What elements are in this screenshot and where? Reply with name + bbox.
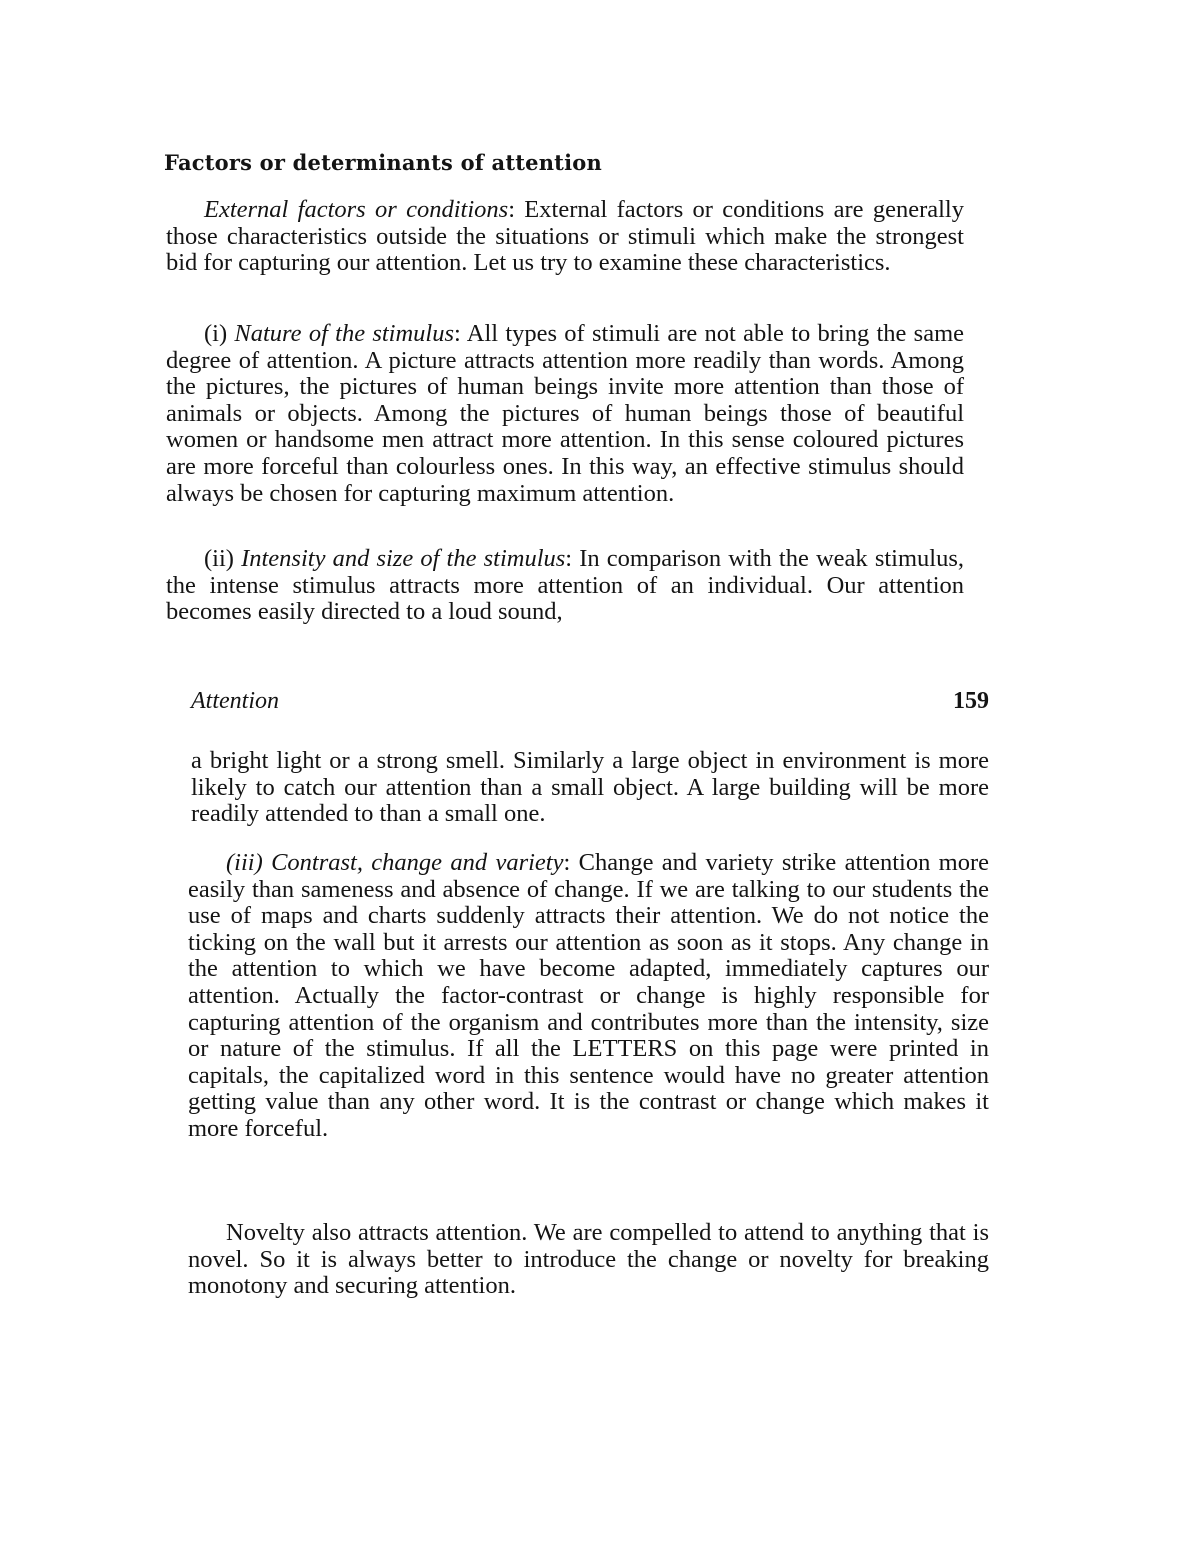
paragraph-text: : In comparison with the weak stimulus, the intense stimulus attracts more attention of an individual. Our attention becomes easily directed to a loud sound, xyxy=(166,545,964,626)
paragraph-external-factors xyxy=(166,197,964,277)
paragraph-text: a bright light or a strong smell. Similarly a large object in environment is more likely to catch our attention than a small object. A large building will be more readily attended to than a small one. xyxy=(191,747,989,828)
paragraph-number: (i) xyxy=(204,320,228,347)
paragraph-number: (ii) xyxy=(204,545,234,572)
paragraph-lead: Nature of the stimulus xyxy=(234,320,455,347)
paragraph-lead: Contrast, change and variety xyxy=(271,849,564,876)
running-head-title: Attention xyxy=(191,688,279,714)
paragraph-continued xyxy=(191,748,989,828)
paragraph-intensity-and-size xyxy=(166,546,964,626)
paragraph-lead: External factors or conditions xyxy=(204,196,509,223)
paragraph-number: (iii) xyxy=(226,849,263,876)
paragraph-text: : All types of stimuli are not able to bring the same degree of attention. A picture attracts attention more readily than words. Among the pictures, the pictures of human beings invite more attention than those of animals or objects. Among the pictures of human beings those of beautiful women or handsome men attract more attention. In this sense coloured pictures are more forceful than colourless ones. In this way, an effective stimulus should always be chosen for capturing maximum attention. xyxy=(166,320,964,507)
page-number: 159 xyxy=(953,688,989,714)
paragraph-lead: Intensity and size of the stimulus xyxy=(241,545,566,572)
paragraph-text: : Change and variety strike attention more easily than sameness and absence of change. If we are talking to our students the use of maps and charts suddenly attracts their attention. We do not notice the ticking on the wall but it arrests our attention as soon as it stops. Any change in the attention to which we have become adapted, immediately captures our attention. Actually the factor-contrast or change is highly responsible for capturing attention of the organism and contributes more than the intensity, size or nature of the stimulus. If all the LETTERS on this page were printed in capitals, the capitalized word in this sentence would have no greater attention getting value than any other word. It is the contrast or change which makes it more forceful. xyxy=(188,849,989,1142)
section-heading: Factors or determinants of attention xyxy=(164,150,602,175)
paragraph-contrast-change-variety xyxy=(188,850,989,1143)
paragraph-novelty xyxy=(188,1220,989,1300)
running-head xyxy=(191,688,989,718)
paragraph-nature-of-stimulus xyxy=(166,321,964,507)
paragraph-text: Novelty also attracts attention. We are compelled to attend to anything that is novel. So it is always better to introduce the change or novelty for breaking monotony and securing attention. xyxy=(188,1219,989,1300)
paragraph-text: : External factors or conditions are generally those characteristics outside the situations or stimuli which make the strongest bid for capturing our attention. Let us try to examine these characteristics. xyxy=(166,196,964,277)
